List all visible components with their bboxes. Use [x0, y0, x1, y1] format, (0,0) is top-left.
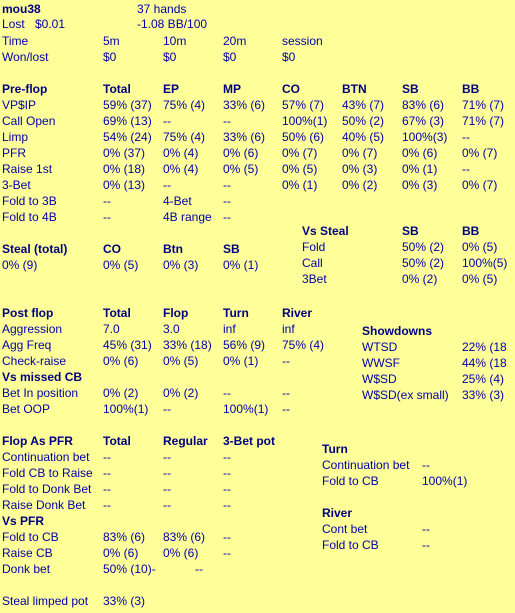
preflop-cell: 100%(1): [282, 114, 328, 128]
vs-pfr-cell: 0% (6): [163, 546, 199, 560]
preflop-cell: --: [462, 130, 470, 144]
steal-header: CO: [103, 242, 121, 256]
preflop-cell: 50% (6): [282, 130, 325, 144]
time-col-header: 20m: [223, 34, 247, 48]
preflop-cell: --: [462, 162, 470, 176]
vs-missed-cb-cell: --: [282, 386, 290, 400]
preflop-row-label: Call Open: [2, 114, 56, 128]
flop-as-pfr-cell: --: [223, 450, 231, 464]
preflop-row-label: 3-Bet: [2, 178, 31, 192]
showdown-value: 25% (4): [462, 372, 505, 386]
preflop-cell: 100%(3): [402, 130, 448, 144]
flop-as-pfr-cell: --: [163, 498, 171, 512]
preflop-cell: --: [163, 178, 171, 192]
flop-as-pfr-cell: --: [103, 450, 111, 464]
vs-pfr-cell: --: [195, 562, 203, 576]
preflop-cell: 0% (3): [342, 162, 378, 176]
wonlost-cell: $0: [282, 50, 296, 64]
preflop-cell: 0% (18): [103, 162, 146, 176]
steal-cell: 0% (1): [223, 258, 259, 272]
postflop-header: Flop: [163, 306, 189, 320]
turn-title: Turn: [322, 442, 348, 456]
postflop-row-label: Agg Freq: [2, 338, 52, 352]
vs-missed-cb-cell: 0% (2): [163, 386, 199, 400]
wonlost-cell: $0: [163, 50, 177, 64]
river-title: River: [322, 506, 353, 520]
preflop-cell: 0% (2): [342, 178, 378, 192]
preflop-cell: 0% (7): [462, 178, 498, 192]
preflop-cell: 0% (6): [223, 146, 259, 160]
flop-as-pfr-header: Regular: [163, 434, 208, 448]
time-col-header: 5m: [103, 34, 120, 48]
preflop-cell: 33% (6): [223, 130, 266, 144]
wonlost-row-label: Won/lost: [2, 50, 49, 64]
flop-as-pfr-cell: --: [223, 466, 231, 480]
vs-steal-header: SB: [402, 224, 419, 238]
preflop-col-header: CO: [282, 82, 300, 96]
vs-steal-cell: 50% (2): [402, 240, 445, 254]
river-row-value: --: [422, 538, 430, 552]
postflop-row-label: Aggression: [2, 322, 63, 336]
postflop-cell: inf: [223, 322, 236, 336]
showdown-label: WTSD: [362, 340, 398, 354]
preflop-cell: 0% (7): [342, 146, 378, 160]
preflop-cell: 83% (6): [402, 98, 445, 112]
preflop-cell: 0% (1): [402, 162, 438, 176]
vs-missed-cb-cell: 0% (2): [103, 386, 139, 400]
preflop-cell: 0% (5): [282, 162, 318, 176]
preflop-col-header: SB: [402, 82, 419, 96]
fold-to-3b-label: Fold to 3B: [2, 194, 57, 208]
flop-as-pfr-row-label: Fold to Donk Bet: [2, 482, 92, 496]
river-row-label: Fold to CB: [322, 538, 379, 552]
steal-limped-value: 33% (3): [103, 594, 146, 608]
vs-pfr-cell: 83% (6): [103, 530, 146, 544]
steal-cell: 0% (5): [103, 258, 139, 272]
fold-to-4b-label: Fold to 4B: [2, 210, 57, 224]
preflop-cell: 0% (4): [163, 146, 199, 160]
river-row-label: Cont bet: [322, 522, 368, 536]
preflop-cell: 59% (37): [103, 98, 152, 112]
showdown-value: 22% (18: [462, 340, 507, 354]
steal-header: SB: [223, 242, 240, 256]
postflop-cell: --: [282, 354, 290, 368]
flop-as-pfr-cell: --: [163, 450, 171, 464]
preflop-cell: 43% (7): [342, 98, 385, 112]
steal-header: Btn: [163, 242, 183, 256]
preflop-title: Pre-flop: [2, 82, 48, 96]
vs-missed-cb-row-label: Bet OOP: [2, 402, 51, 416]
postflop-cell: 75% (4): [282, 338, 325, 352]
vs-steal-cell: 0% (5): [462, 240, 498, 254]
vs-steal-cell: 0% (2): [402, 272, 438, 286]
preflop-cell: 0% (13): [103, 178, 146, 192]
vs-missed-cb-cell: --: [223, 386, 231, 400]
postflop-header: Total: [103, 306, 131, 320]
vs-missed-cb-cell: 100%(1): [103, 402, 149, 416]
vs-missed-cb-row-label: Bet In position: [2, 386, 79, 400]
four-bet-range-value: --: [223, 210, 231, 224]
preflop-cell: 33% (6): [223, 98, 266, 112]
vs-missed-cb-title: Vs missed CB: [2, 370, 83, 384]
steal-limped-label: Steal limped pot: [2, 594, 89, 608]
flop-as-pfr-header: Total: [103, 434, 131, 448]
preflop-col-header: MP: [223, 82, 241, 96]
preflop-cell: 0% (5): [223, 162, 259, 176]
preflop-row-label: Raise 1st: [2, 162, 53, 176]
preflop-cell: 0% (7): [282, 146, 318, 160]
steal-total: 0% (9): [2, 258, 38, 272]
vs-steal-cell: 100%(5): [462, 256, 508, 270]
showdown-label: WWSF: [362, 356, 400, 370]
preflop-cell: 0% (6): [402, 146, 438, 160]
flop-as-pfr-row-label: Fold CB to Raise: [2, 466, 93, 480]
preflop-cell: 0% (7): [462, 146, 498, 160]
vs-steal-title: Vs Steal: [302, 224, 349, 238]
vs-pfr-row-label: Fold to CB: [2, 530, 59, 544]
postflop-cell: 0% (6): [103, 354, 139, 368]
preflop-col-header: BTN: [342, 82, 367, 96]
turn-row-value: --: [422, 458, 430, 472]
result-label: Lost: [2, 17, 25, 31]
preflop-cell: 75% (4): [163, 98, 206, 112]
time-col-header: 10m: [163, 34, 187, 48]
turn-row-label: Fold to CB: [322, 474, 379, 488]
flop-as-pfr-cell: --: [163, 466, 171, 480]
player-name: mou38: [2, 2, 41, 16]
vs-steal-row-label: Call: [302, 256, 323, 270]
vs-missed-cb-cell: --: [282, 402, 290, 416]
vs-pfr-cell: 83% (6): [163, 530, 206, 544]
flop-as-pfr-cell: --: [103, 466, 111, 480]
four-bet-range-label: 4B range: [163, 210, 212, 224]
preflop-col-header: Total: [103, 82, 131, 96]
postflop-cell: inf: [282, 322, 295, 336]
showdowns-title: Showdowns: [362, 324, 432, 338]
postflop-cell: 56% (9): [223, 338, 266, 352]
vs-steal-row-label: Fold: [302, 240, 326, 254]
vs-steal-cell: 0% (5): [462, 272, 498, 286]
four-bet-label: 4-Bet: [163, 194, 192, 208]
vs-pfr-cell: 0% (6): [103, 546, 139, 560]
showdown-value: 44% (18: [462, 356, 507, 370]
vs-pfr-cell: --: [223, 530, 231, 544]
flop-as-pfr-row-label: Continuation bet: [2, 450, 90, 464]
vs-pfr-cell: 50% (10)-: [103, 562, 156, 576]
turn-row-value: 100%(1): [422, 474, 468, 488]
turn-row-label: Continuation bet: [322, 458, 410, 472]
postflop-title: Post flop: [2, 306, 54, 320]
preflop-cell: 54% (24): [103, 130, 152, 144]
preflop-row-label: Limp: [2, 130, 29, 144]
flop-as-pfr-row-label: Raise Donk Bet: [2, 498, 86, 512]
vs-steal-header: BB: [462, 224, 480, 238]
vs-missed-cb-cell: --: [163, 402, 171, 416]
steal-title: Steal (total): [2, 242, 68, 256]
preflop-cell: 71% (7): [462, 98, 505, 112]
postflop-cell: 33% (18): [163, 338, 212, 352]
preflop-cell: 0% (4): [163, 162, 199, 176]
vs-pfr-row-label: Donk bet: [2, 562, 51, 576]
preflop-row-label: VP$IP: [2, 98, 37, 112]
result-value: $0.01: [35, 17, 66, 31]
postflop-cell: 7.0: [103, 322, 120, 336]
postflop-header: Turn: [223, 306, 249, 320]
showdown-value: 33% (3): [462, 388, 505, 402]
vs-pfr-row-label: Raise CB: [2, 546, 53, 560]
time-row-label: Time: [2, 34, 29, 48]
preflop-cell: 67% (3): [402, 114, 445, 128]
preflop-cell: 40% (5): [342, 130, 385, 144]
bb-per-100: -1.08 BB/100: [137, 17, 208, 31]
preflop-cell: 50% (2): [342, 114, 385, 128]
preflop-row-label: PFR: [2, 146, 26, 160]
postflop-header: River: [282, 306, 313, 320]
preflop-cell: 69% (13): [103, 114, 152, 128]
time-col-header: session: [282, 34, 323, 48]
postflop-row-label: Check-raise: [2, 354, 67, 368]
preflop-cell: --: [223, 114, 231, 128]
flop-as-pfr-title: Flop As PFR: [2, 434, 73, 448]
four-bet-value: --: [223, 194, 231, 208]
preflop-cell: 0% (1): [282, 178, 318, 192]
fold-to-4b-value: --: [103, 210, 111, 224]
vs-steal-row-label: 3Bet: [302, 272, 327, 286]
preflop-cell: 71% (7): [462, 114, 505, 128]
showdown-label: W$SD(ex small): [362, 388, 449, 402]
steal-cell: 0% (3): [163, 258, 199, 272]
vs-steal-cell: 50% (2): [402, 256, 445, 270]
postflop-cell: 0% (1): [223, 354, 259, 368]
preflop-cell: 0% (3): [402, 178, 438, 192]
vs-pfr-title: Vs PFR: [2, 514, 45, 528]
preflop-cell: 57% (7): [282, 98, 325, 112]
flop-as-pfr-cell: --: [103, 482, 111, 496]
vs-pfr-cell: --: [223, 546, 231, 560]
flop-as-pfr-header: 3-Bet pot: [223, 434, 275, 448]
wonlost-cell: $0: [103, 50, 117, 64]
postflop-cell: 3.0: [163, 322, 180, 336]
flop-as-pfr-cell: --: [163, 482, 171, 496]
river-row-value: --: [422, 522, 430, 536]
wonlost-cell: $0: [223, 50, 237, 64]
preflop-col-header: BB: [462, 82, 480, 96]
preflop-cell: --: [223, 178, 231, 192]
preflop-col-header: EP: [163, 82, 180, 96]
preflop-cell: 75% (4): [163, 130, 206, 144]
postflop-cell: 45% (31): [103, 338, 152, 352]
preflop-cell: --: [163, 114, 171, 128]
flop-as-pfr-cell: --: [223, 482, 231, 496]
showdown-label: W$SD: [362, 372, 397, 386]
flop-as-pfr-cell: --: [223, 498, 231, 512]
fold-to-3b-value: --: [103, 194, 111, 208]
preflop-cell: 0% (37): [103, 146, 146, 160]
hands-count: 37 hands: [137, 2, 187, 16]
postflop-cell: 0% (5): [163, 354, 199, 368]
flop-as-pfr-cell: --: [103, 498, 111, 512]
vs-missed-cb-cell: 100%(1): [223, 402, 269, 416]
